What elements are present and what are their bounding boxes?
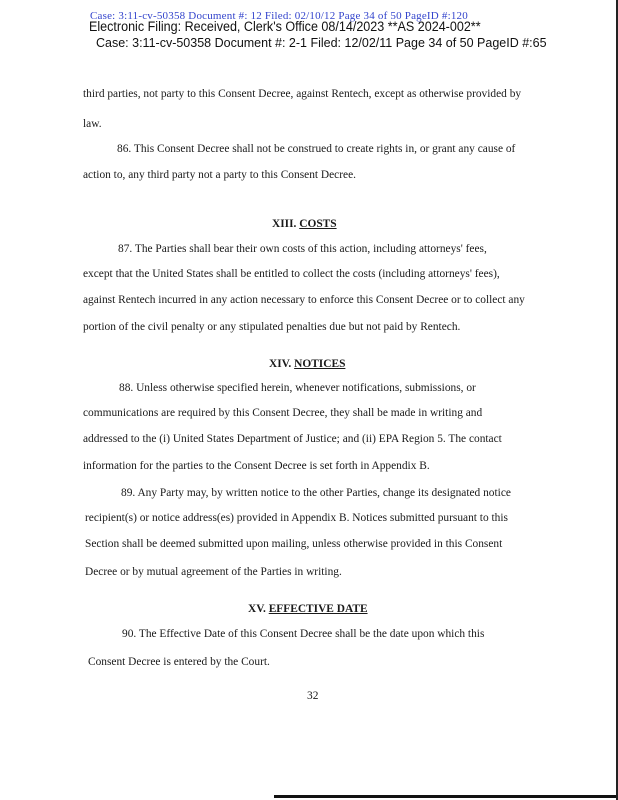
section-heading-effective-date [248, 603, 368, 615]
court-filing-stamp: Case: 3:11-cv-50358 Document #: 12 Filed: 02/10/12 Page 34 of 50 PageID #:120 [90, 10, 468, 22]
section-title: EFFECTIVE DATE [268, 603, 368, 615]
paragraph-87-line-3: against Rentech incurred in any action necessary to enforce this Consent Decree or to collect any [83, 294, 525, 306]
paragraph-86-line-1: 86. This Consent Decree shall not be construed to create rights in, or grant any cause of [117, 143, 516, 155]
paragraph-89-line-3: Section shall be deemed submitted upon mailing, unless otherwise provided in this Consent [85, 538, 503, 550]
section-heading-costs [272, 218, 337, 230]
paragraph-87-line-1: 87. The Parties shall bear their own costs of this action, including attorneys' fees, [118, 243, 487, 255]
section-heading-notices [269, 358, 345, 370]
paragraph-85-line-3: law. [83, 118, 102, 130]
paragraph-87-line-2: except that the United States shall be entitled to collect the costs (including attorneys' fees), [83, 268, 500, 280]
paragraph-89-line-2: recipient(s) or notice address(es) provided in Appendix B. Notices submitted pursuant to this [85, 512, 508, 524]
paragraph-88-line-4: information for the parties to the Consent Decree is set forth in Appendix B. [83, 460, 430, 472]
paragraph-90-line-1: 90. The Effective Date of this Consent Decree shall be the date upon which this [122, 628, 485, 640]
paragraph-88-line-2: communications are required by this Consent Decree, they shall be made in writing and [83, 407, 483, 419]
paragraph-90-line-2: Consent Decree is entered by the Court. [88, 656, 270, 668]
electronic-filing-stamp: Electronic Filing: Received, Clerk's Office 08/14/2023 **AS 2024-002** [89, 19, 481, 34]
paragraph-88-line-3: addressed to the (i) United States Department of Justice; and (ii) EPA Region 5. The contact [83, 433, 502, 445]
section-number: XIV. [269, 358, 292, 370]
case-header: Case: 3:11-cv-50358 Document #: 2-1 Filed: 12/02/11 Page 34 of 50 PageID #:65 [96, 36, 547, 50]
scan-edge-bottom [274, 795, 618, 798]
paragraph-89-line-1: 89. Any Party may, by written notice to the other Parties, change its designated notice [121, 487, 511, 499]
paragraph-87-line-4: portion of the civil penalty or any stipulated penalties due but not paid by Rentech. [83, 321, 461, 333]
paragraph-86-line-2: action to, any third party not a party to this Consent Decree. [83, 169, 356, 181]
page-number: 32 [307, 690, 319, 702]
section-title: COSTS [299, 218, 337, 230]
paragraph-88-line-1: 88. Unless otherwise specified herein, whenever notifications, submissions, or [119, 382, 476, 394]
section-number: XV. [248, 603, 266, 615]
paragraph-89-line-4: Decree or by mutual agreement of the Parties in writing. [85, 566, 342, 578]
section-number: XIII. [272, 218, 297, 230]
paragraph-85-line-2: third parties, not party to this Consent Decree, against Rentech, except as otherwise provided by [83, 88, 522, 100]
section-title: NOTICES [294, 358, 346, 370]
